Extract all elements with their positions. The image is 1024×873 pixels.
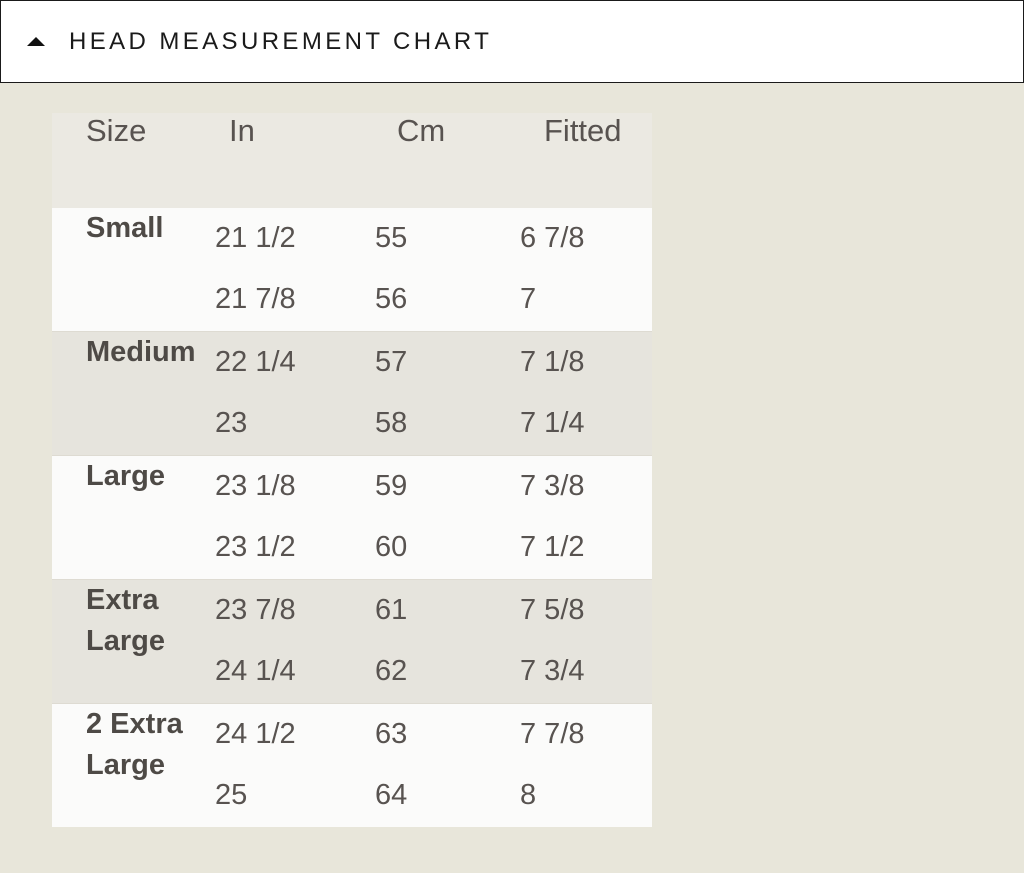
cell-in: 23 7/8 24 1/4 [215, 579, 375, 703]
table-row [52, 455, 652, 579]
cell-size: Medium [52, 331, 215, 455]
cell-fitted: 7 1/8 7 1/4 [520, 331, 652, 455]
cell-size: 2 Extra Large [52, 703, 215, 826]
cell-size: Small [52, 208, 215, 331]
cell-size: Large [52, 455, 215, 579]
head-measurement-table [52, 113, 652, 827]
table-body [52, 208, 652, 827]
page-title: HEAD MEASUREMENT CHART [69, 27, 493, 55]
cell-size: Extra Large [52, 579, 215, 703]
cell-cm: 61 62 [375, 579, 520, 703]
cell-cm: 55 56 [375, 208, 520, 331]
cell-fitted: 6 7/8 7 [520, 208, 652, 331]
column-header-cm: Cm [375, 113, 520, 208]
table-row [52, 331, 652, 455]
column-header-size: Size [52, 113, 215, 208]
cell-fitted: 7 3/8 7 1/2 [520, 455, 652, 579]
cell-cm: 63 64 [375, 703, 520, 826]
cell-in: 21 1/2 21 7/8 [215, 208, 375, 331]
cell-cm: 59 60 [375, 455, 520, 579]
table-row [52, 703, 652, 826]
caret-up-icon [27, 37, 45, 46]
cell-fitted: 7 5/8 7 3/4 [520, 579, 652, 703]
table-header-row [52, 113, 652, 208]
table-row [52, 579, 652, 703]
column-header-in: In [215, 113, 375, 208]
table-header [52, 113, 652, 208]
cell-in: 22 1/4 23 [215, 331, 375, 455]
column-header-fitted: Fitted [520, 113, 652, 208]
table-row [52, 208, 652, 331]
head-measurement-chart-accordion-header[interactable] [0, 0, 1024, 83]
cell-cm: 57 58 [375, 331, 520, 455]
cell-fitted: 7 7/8 8 [520, 703, 652, 826]
cell-in: 23 1/8 23 1/2 [215, 455, 375, 579]
size-chart-container [52, 113, 652, 827]
cell-in: 24 1/2 25 [215, 703, 375, 826]
